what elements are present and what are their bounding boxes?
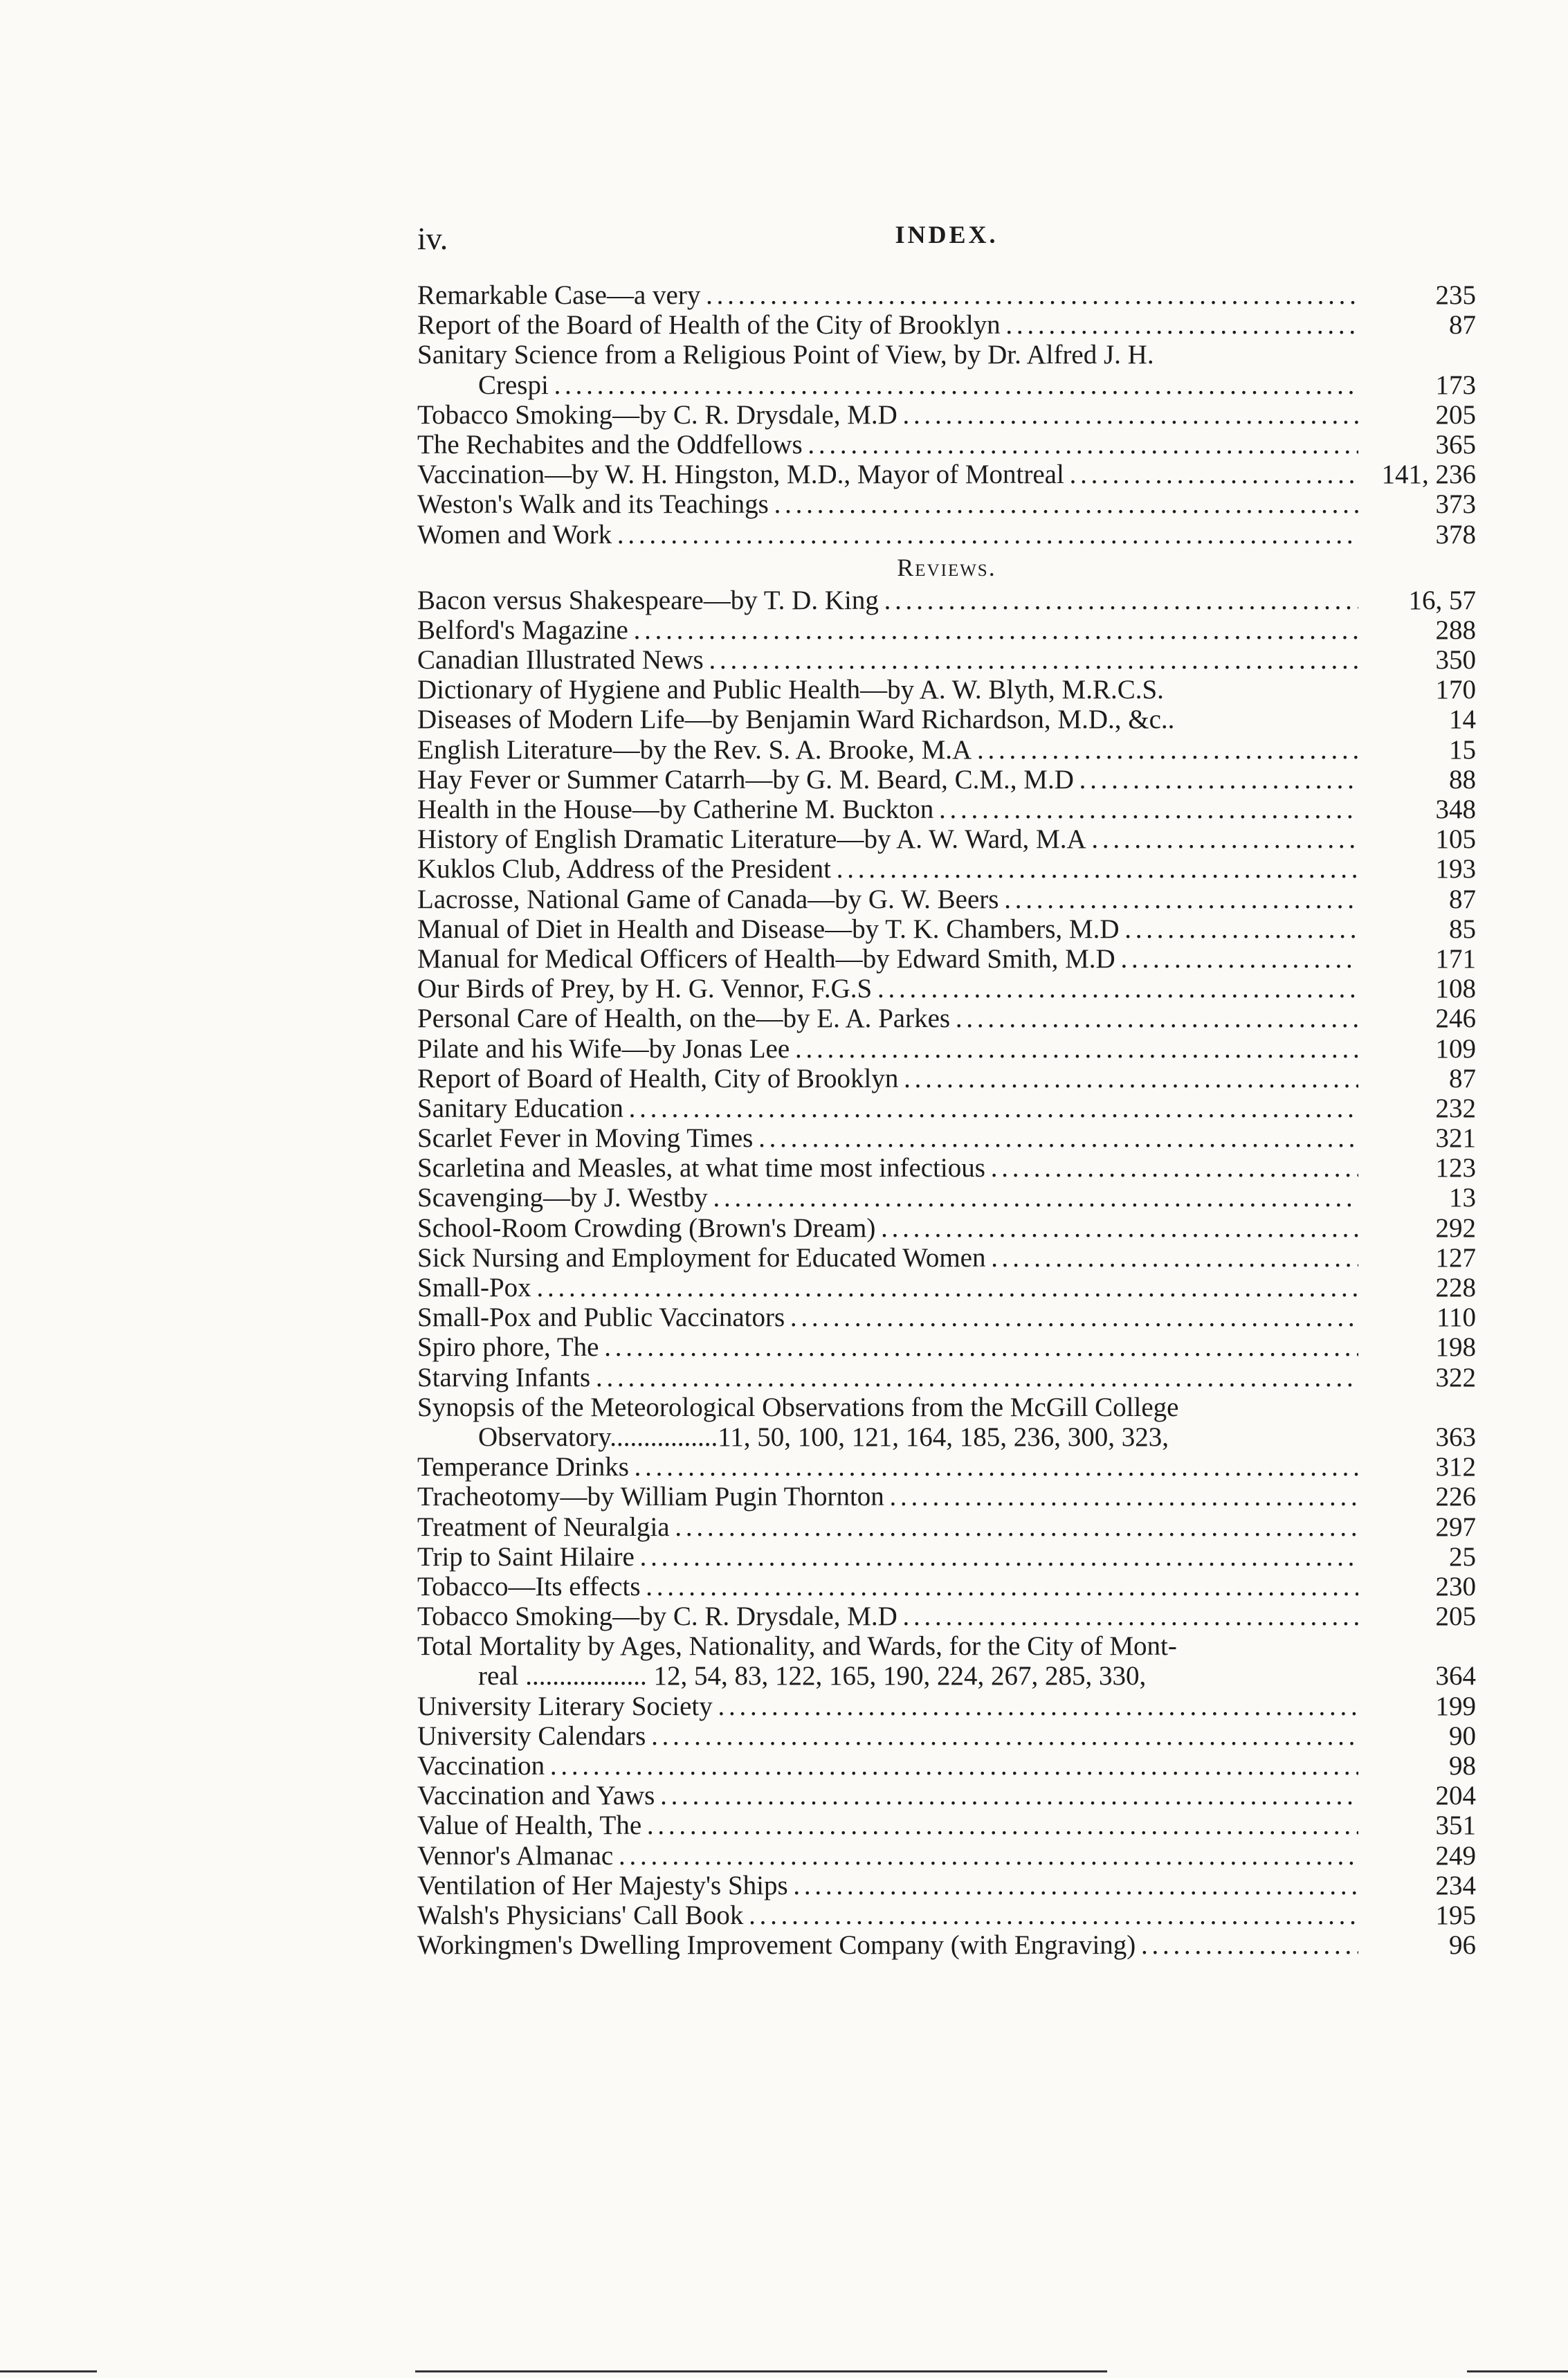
- entry-page: 228: [1435, 1273, 1476, 1303]
- entry-title: Bacon versus Shakespeare—by T. D. King . . .: [417, 586, 1358, 615]
- index-entry: [417, 1542, 1476, 1572]
- entry-page: 350: [1435, 645, 1476, 675]
- entry-page: 204: [1435, 1781, 1476, 1811]
- entry-page: 87: [1449, 884, 1476, 914]
- index-entry: [417, 310, 1476, 340]
- bottom-rule-center: [415, 2370, 1107, 2372]
- entry-page: 123: [1435, 1153, 1476, 1183]
- entry-title: Belford's Magazine . . .: [417, 615, 1358, 645]
- entry-page: 87: [1449, 1063, 1476, 1093]
- entry-page: 14: [1449, 705, 1476, 735]
- index-entry: [417, 1034, 1476, 1064]
- entry-title: Tracheotomy—by William Pugin Thornton . . .: [417, 1482, 1358, 1512]
- entry-title: Our Birds of Prey, by H. G. Vennor, F.G.S . . .: [417, 974, 1358, 1004]
- index-entry: [417, 586, 1476, 615]
- entry-page: 173: [1435, 370, 1476, 400]
- index-entry: [417, 1392, 1476, 1422]
- entry-page: 246: [1435, 1004, 1476, 1034]
- index-entry: [417, 884, 1476, 914]
- index-entry: [417, 1841, 1476, 1871]
- entry-title: Vaccination—by W. H. Hingston, M.D., Mayor of Montreal . . .: [417, 460, 1358, 489]
- entry-page: 193: [1435, 854, 1476, 884]
- entry-title: English Literature—by the Rev. S. A. Brooke, M.A . . .: [417, 735, 1358, 765]
- entry-page: 96: [1449, 1930, 1476, 1961]
- index-entry: [417, 1332, 1476, 1362]
- entry-page: 90: [1449, 1721, 1476, 1751]
- entry-title: Walsh's Physicians' Call Book . . .: [417, 1900, 1358, 1930]
- entry-page: 249: [1435, 1840, 1476, 1871]
- index-entry: [417, 1601, 1476, 1631]
- index-entry: [417, 1064, 1476, 1093]
- page-number: iv.: [417, 221, 448, 256]
- entry-title: Scavenging—by J. Westby . . .: [417, 1183, 1358, 1213]
- entry-page: 15: [1449, 734, 1476, 765]
- entry-page: 288: [1435, 615, 1476, 645]
- entry-page: 205: [1435, 399, 1476, 430]
- index-entry: [417, 1631, 1476, 1661]
- entry-page: 127: [1435, 1242, 1476, 1273]
- entry-page: 235: [1435, 280, 1476, 310]
- entry-page: 226: [1435, 1482, 1476, 1512]
- entry-title: Tobacco—Its effects . . .: [417, 1572, 1358, 1601]
- entry-title: Diseases of Modern Life—by Benjamin Ward Richardson, M.D., &c..: [417, 705, 1175, 735]
- index-entry: [417, 400, 1476, 430]
- index-entry: [417, 1781, 1476, 1810]
- entry-page: 199: [1435, 1691, 1476, 1721]
- index-entry: [417, 1183, 1476, 1213]
- index-section-general: [417, 280, 1476, 550]
- entry-page: 109: [1435, 1033, 1476, 1064]
- entry-title: Vaccination and Yaws . . .: [417, 1781, 1358, 1810]
- entry-title: Sanitary Science from a Religious Point of View, by Dr. Alfred J. H.: [417, 340, 1154, 370]
- entry-title: Spiro phore, The . . .: [417, 1332, 1358, 1362]
- entry-page: 364: [1435, 1661, 1476, 1691]
- entry-title: Canadian Illustrated News . . .: [417, 645, 1358, 675]
- entry-title: Ventilation of Her Majesty's Ships . . .: [417, 1871, 1358, 1900]
- entry-page: 87: [1449, 310, 1476, 341]
- entry-page: 195: [1435, 1900, 1476, 1930]
- index-entry: [417, 1572, 1476, 1601]
- entry-title: Report of Board of Health, City of Brooklyn . . .: [417, 1064, 1358, 1093]
- index-entry: [417, 1243, 1476, 1273]
- index-entry: [417, 944, 1476, 974]
- entry-page: 85: [1449, 914, 1476, 944]
- entry-page: 230: [1435, 1571, 1476, 1601]
- entry-title: University Literary Society . . .: [417, 1691, 1358, 1721]
- page-header: [417, 220, 1476, 262]
- index-entry: [417, 430, 1476, 460]
- entry-page: 297: [1435, 1512, 1476, 1542]
- section-heading-reviews: Reviews.: [897, 553, 996, 581]
- index-entry: [417, 1661, 1476, 1691]
- entry-title: Sick Nursing and Employment for Educated Women . . .: [417, 1243, 1358, 1273]
- index-entry: [417, 1452, 1476, 1482]
- entry-title: University Calendars . . .: [417, 1721, 1358, 1751]
- index-entry: [417, 1213, 1476, 1243]
- index-entry: [417, 280, 1476, 310]
- index-entry: [417, 795, 1476, 824]
- entry-title: Women and Work . . .: [417, 520, 1358, 550]
- entry-title: Small-Pox and Public Vaccinators . . .: [417, 1303, 1358, 1332]
- entry-title: Personal Care of Health, on the—by E. A. Parkes . . .: [417, 1004, 1358, 1033]
- index-entry: [417, 1363, 1476, 1392]
- entry-page: 312: [1435, 1452, 1476, 1482]
- entry-title: Health in the House—by Catherine M. Buckton . . .: [417, 795, 1358, 824]
- entry-title: Value of Health, The . . .: [417, 1810, 1358, 1840]
- entry-title: Pilate and his Wife—by Jonas Lee . . .: [417, 1034, 1358, 1064]
- index-entry: [417, 1153, 1476, 1183]
- entry-title: History of English Dramatic Literature—by A. W. Ward, M.A . . .: [417, 824, 1358, 854]
- entry-page: 232: [1435, 1093, 1476, 1123]
- index-entry: [417, 854, 1476, 884]
- entry-title: Starving Infants . . .: [417, 1363, 1358, 1392]
- index-entry: [417, 1303, 1476, 1332]
- running-title: INDEX.: [895, 221, 999, 248]
- entry-page: 373: [1435, 489, 1476, 520]
- entry-title: Scarletina and Measles, at what time most infectious . . .: [417, 1153, 1358, 1183]
- index-entry: [417, 1871, 1476, 1900]
- entry-title: Workingmen's Dwelling Improvement Company (with Engraving) . . .: [417, 1930, 1358, 1960]
- index-entry: [417, 1721, 1476, 1751]
- entry-title: Report of the Board of Health of the City of Brooklyn . . .: [417, 310, 1358, 340]
- entry-page: 348: [1435, 795, 1476, 824]
- entry-title: Lacrosse, National Game of Canada—by G. W. Beers . . .: [417, 884, 1358, 914]
- entry-title: Small-Pox . . .: [417, 1273, 1358, 1303]
- entry-page: 321: [1435, 1123, 1476, 1154]
- index-entry: [417, 460, 1476, 489]
- entry-page: 292: [1435, 1213, 1476, 1243]
- entry-title: Vennor's Almanac . . .: [417, 1841, 1358, 1871]
- entry-page: 25: [1449, 1541, 1476, 1572]
- index-entry: [417, 1930, 1476, 1960]
- entry-title: Kuklos Club, Address of the President . . .: [417, 854, 1358, 884]
- index-entry: [417, 370, 1476, 400]
- index-entry: [417, 705, 1476, 734]
- entry-title: Dictionary of Hygiene and Public Health—by A. W. Blyth, M.R.C.S.: [417, 675, 1164, 705]
- entry-title: Tobacco Smoking—by C. R. Drysdale, M.D . . .: [417, 400, 1358, 430]
- index-entry: [417, 1004, 1476, 1033]
- entry-page: 171: [1435, 943, 1476, 974]
- entry-page: 105: [1435, 824, 1476, 855]
- index-entry: [417, 1900, 1476, 1930]
- entry-page: 108: [1435, 974, 1476, 1004]
- entry-title: Vaccination . . .: [417, 1751, 1358, 1781]
- index-section-reviews: [417, 586, 1476, 1961]
- entry-title: Crespi . . .: [478, 370, 1358, 400]
- entry-page: 13: [1449, 1183, 1476, 1213]
- entry-page: 141, 236: [1381, 460, 1476, 490]
- entry-title: Treatment of Neuralgia . . .: [417, 1512, 1358, 1542]
- entry-title: Tobacco Smoking—by C. R. Drysdale, M.D . . .: [417, 1601, 1358, 1631]
- entry-title: Total Mortality by Ages, Nationality, and Wards, for the City of Mont-: [417, 1631, 1177, 1662]
- index-entry: [417, 1093, 1476, 1123]
- entry-title: real .................. 12, 54, 83, 122, 165, 190, 224, 267, 285, 330,: [478, 1661, 1147, 1691]
- index-entry: [417, 1691, 1476, 1721]
- bottom-rule-right: [1467, 2370, 1568, 2372]
- index-entry: [417, 340, 1476, 370]
- index-entry: [417, 645, 1476, 675]
- entry-title: School-Room Crowding (Brown's Dream) . . .: [417, 1213, 1358, 1243]
- entry-page: 363: [1435, 1422, 1476, 1452]
- entry-page: 88: [1449, 764, 1476, 795]
- index-entry: [417, 1482, 1476, 1512]
- index-entry: [417, 520, 1476, 550]
- index-list: [417, 280, 1476, 1960]
- entry-page: 378: [1435, 519, 1476, 550]
- index-entry: [417, 1810, 1476, 1840]
- index-entry: [417, 765, 1476, 795]
- entry-title: Observatory................11, 50, 100, 121, 164, 185, 236, 300, 323,: [478, 1422, 1169, 1452]
- entry-title: Temperance Drinks . . .: [417, 1452, 1358, 1482]
- index-entry: [417, 615, 1476, 645]
- index-entry: [417, 489, 1476, 519]
- entry-page: 351: [1435, 1810, 1476, 1841]
- index-entry: [417, 914, 1476, 944]
- entry-title: Sanitary Education . . .: [417, 1093, 1358, 1123]
- entry-page: 198: [1435, 1332, 1476, 1363]
- index-entry: [417, 1751, 1476, 1781]
- entry-title: Weston's Walk and its Teachings . . .: [417, 489, 1358, 519]
- entry-title: Remarkable Case—a very . . .: [417, 280, 1358, 310]
- entry-title: Synopsis of the Meteorological Observations from the McGill College: [417, 1392, 1179, 1422]
- index-entry: [417, 1123, 1476, 1153]
- index-entry: [417, 824, 1476, 854]
- entry-page: 110: [1436, 1303, 1476, 1333]
- index-entry: [417, 1422, 1476, 1452]
- entry-page: 365: [1435, 429, 1476, 460]
- entry-title: The Rechabites and the Oddfellows . . .: [417, 430, 1358, 460]
- entry-title: Hay Fever or Summer Catarrh—by G. M. Beard, C.M., M.D . . .: [417, 765, 1358, 795]
- entry-page: 98: [1449, 1751, 1476, 1781]
- entry-title: Manual of Diet in Health and Disease—by T. K. Chambers, M.D . . .: [417, 914, 1358, 944]
- entry-page: 322: [1435, 1362, 1476, 1392]
- entry-page: 170: [1435, 675, 1476, 705]
- entry-page: 16, 57: [1408, 585, 1476, 615]
- index-entry: [417, 675, 1476, 705]
- index-entry: [417, 1273, 1476, 1303]
- entry-page: 234: [1435, 1870, 1476, 1900]
- entry-title: Manual for Medical Officers of Health—by Edward Smith, M.D . . .: [417, 944, 1358, 974]
- index-entry: [417, 1512, 1476, 1542]
- bottom-rule-left: [0, 2370, 97, 2372]
- index-entry: [417, 735, 1476, 765]
- entry-page: 205: [1435, 1601, 1476, 1632]
- index-entry: [417, 974, 1476, 1004]
- entry-title: Scarlet Fever in Moving Times . . .: [417, 1123, 1358, 1153]
- entry-title: Trip to Saint Hilaire . . .: [417, 1542, 1358, 1572]
